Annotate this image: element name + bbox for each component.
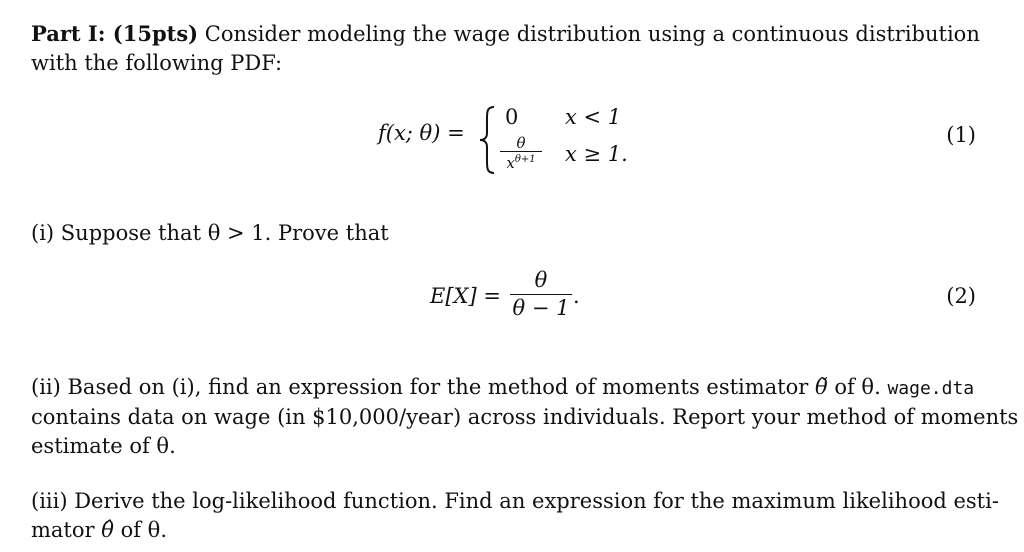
- part-ii-line1a: (ii) Based on (i), find an expression for the method of moments estimator: [31, 375, 809, 399]
- left-brace-icon: [478, 105, 498, 175]
- eq2-den: θ − 1: [512, 296, 570, 320]
- eq2-number: (2): [946, 284, 976, 308]
- part-ii-paragraph: [31, 373, 1019, 461]
- eq1-case1-value: 0: [505, 105, 519, 129]
- part-i-text: (i) Suppose that θ > 1. Prove that: [31, 221, 389, 245]
- part-ii-line2: contains data on wage (in $10,000/year) across individuals. Report your method of moments: [31, 405, 1019, 429]
- intro-line1: Consider modeling the wage distribution using a continuous distribution: [204, 22, 980, 46]
- eq1-case2-den: x: [506, 154, 515, 172]
- part-ii-line1b: of θ.: [834, 375, 881, 399]
- eq2-lhs: E[X] =: [430, 284, 501, 308]
- eq1-case2-fraction: [500, 136, 542, 171]
- part-iii-paragraph: [31, 487, 999, 545]
- part-iii-estimator: θ̂: [101, 518, 114, 542]
- part-ii-line3: estimate of θ.: [31, 434, 176, 458]
- eq1-number: (1): [946, 123, 976, 147]
- part-title: Part I: (15pts): [31, 21, 199, 46]
- intro-paragraph: [31, 19, 981, 78]
- intro-line2: with the following PDF:: [31, 51, 283, 75]
- eq2-fraction: [510, 267, 572, 321]
- eq1-case2-condition: x ≥ 1.: [565, 142, 628, 166]
- eq1-case2-den-exp: θ+1: [514, 154, 536, 165]
- eq1-lhs: f(x; θ) =: [378, 121, 465, 145]
- part-iii-line1: (iii) Derive the log-likelihood function. Find an expression for the maximum likelihood esti-: [31, 489, 999, 513]
- part-iii-line2a: mator: [31, 518, 95, 542]
- eq2-trailing-period: .: [573, 284, 580, 308]
- eq2-num: θ: [510, 267, 572, 295]
- part-i-paragraph: [31, 219, 981, 248]
- part-ii-estimator: θ̃: [815, 375, 828, 399]
- part-iii-line2b: of θ.: [120, 518, 168, 542]
- eq1-case1-condition: x < 1: [565, 105, 622, 129]
- eq1-case2-num: θ: [500, 136, 542, 152]
- part-ii-filename: wage.dta: [887, 378, 975, 399]
